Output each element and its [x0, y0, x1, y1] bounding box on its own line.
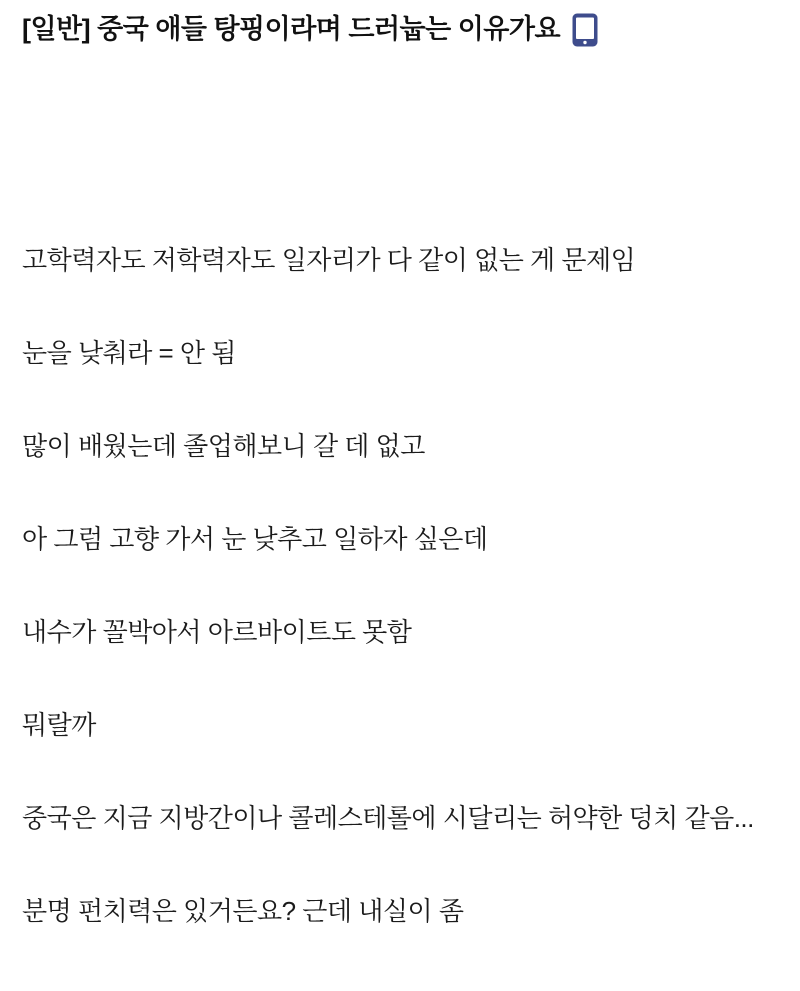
- post-paragraph: 아 그럼 고향 가서 눈 낮추고 일하자 싶은데: [22, 524, 488, 554]
- post-title-text: [일반] 중국 애들 탕핑이라며 드러눕는 이유가요: [22, 14, 561, 44]
- post-paragraph: 뭐랄까: [22, 710, 96, 740]
- phone-home-button-shape: [583, 41, 586, 44]
- mobile-phone-icon: [572, 13, 598, 47]
- post-paragraph: 많이 배웠는데 졸업해보니 갈 데 없고: [22, 431, 425, 461]
- post-paragraph: 분명 펀치력은 있거든요? 근데 내실이 좀: [22, 896, 464, 926]
- post-paragraph: 중국은 지금 지방간이나 콜레스테롤에 시달리는 허약한 덩치 같음...: [22, 803, 754, 833]
- phone-screen-shape: [576, 18, 594, 40]
- post-title: [22, 10, 778, 48]
- post-body: [22, 244, 778, 988]
- post-paragraph: 고학력자도 저학력자도 일자리가 다 같이 없는 게 문제임: [22, 245, 636, 275]
- post-paragraph: 내수가 꼴박아서 아르바이트도 못함: [22, 617, 412, 647]
- post-paragraph: 눈을 낮춰라 = 안 됨: [22, 338, 236, 368]
